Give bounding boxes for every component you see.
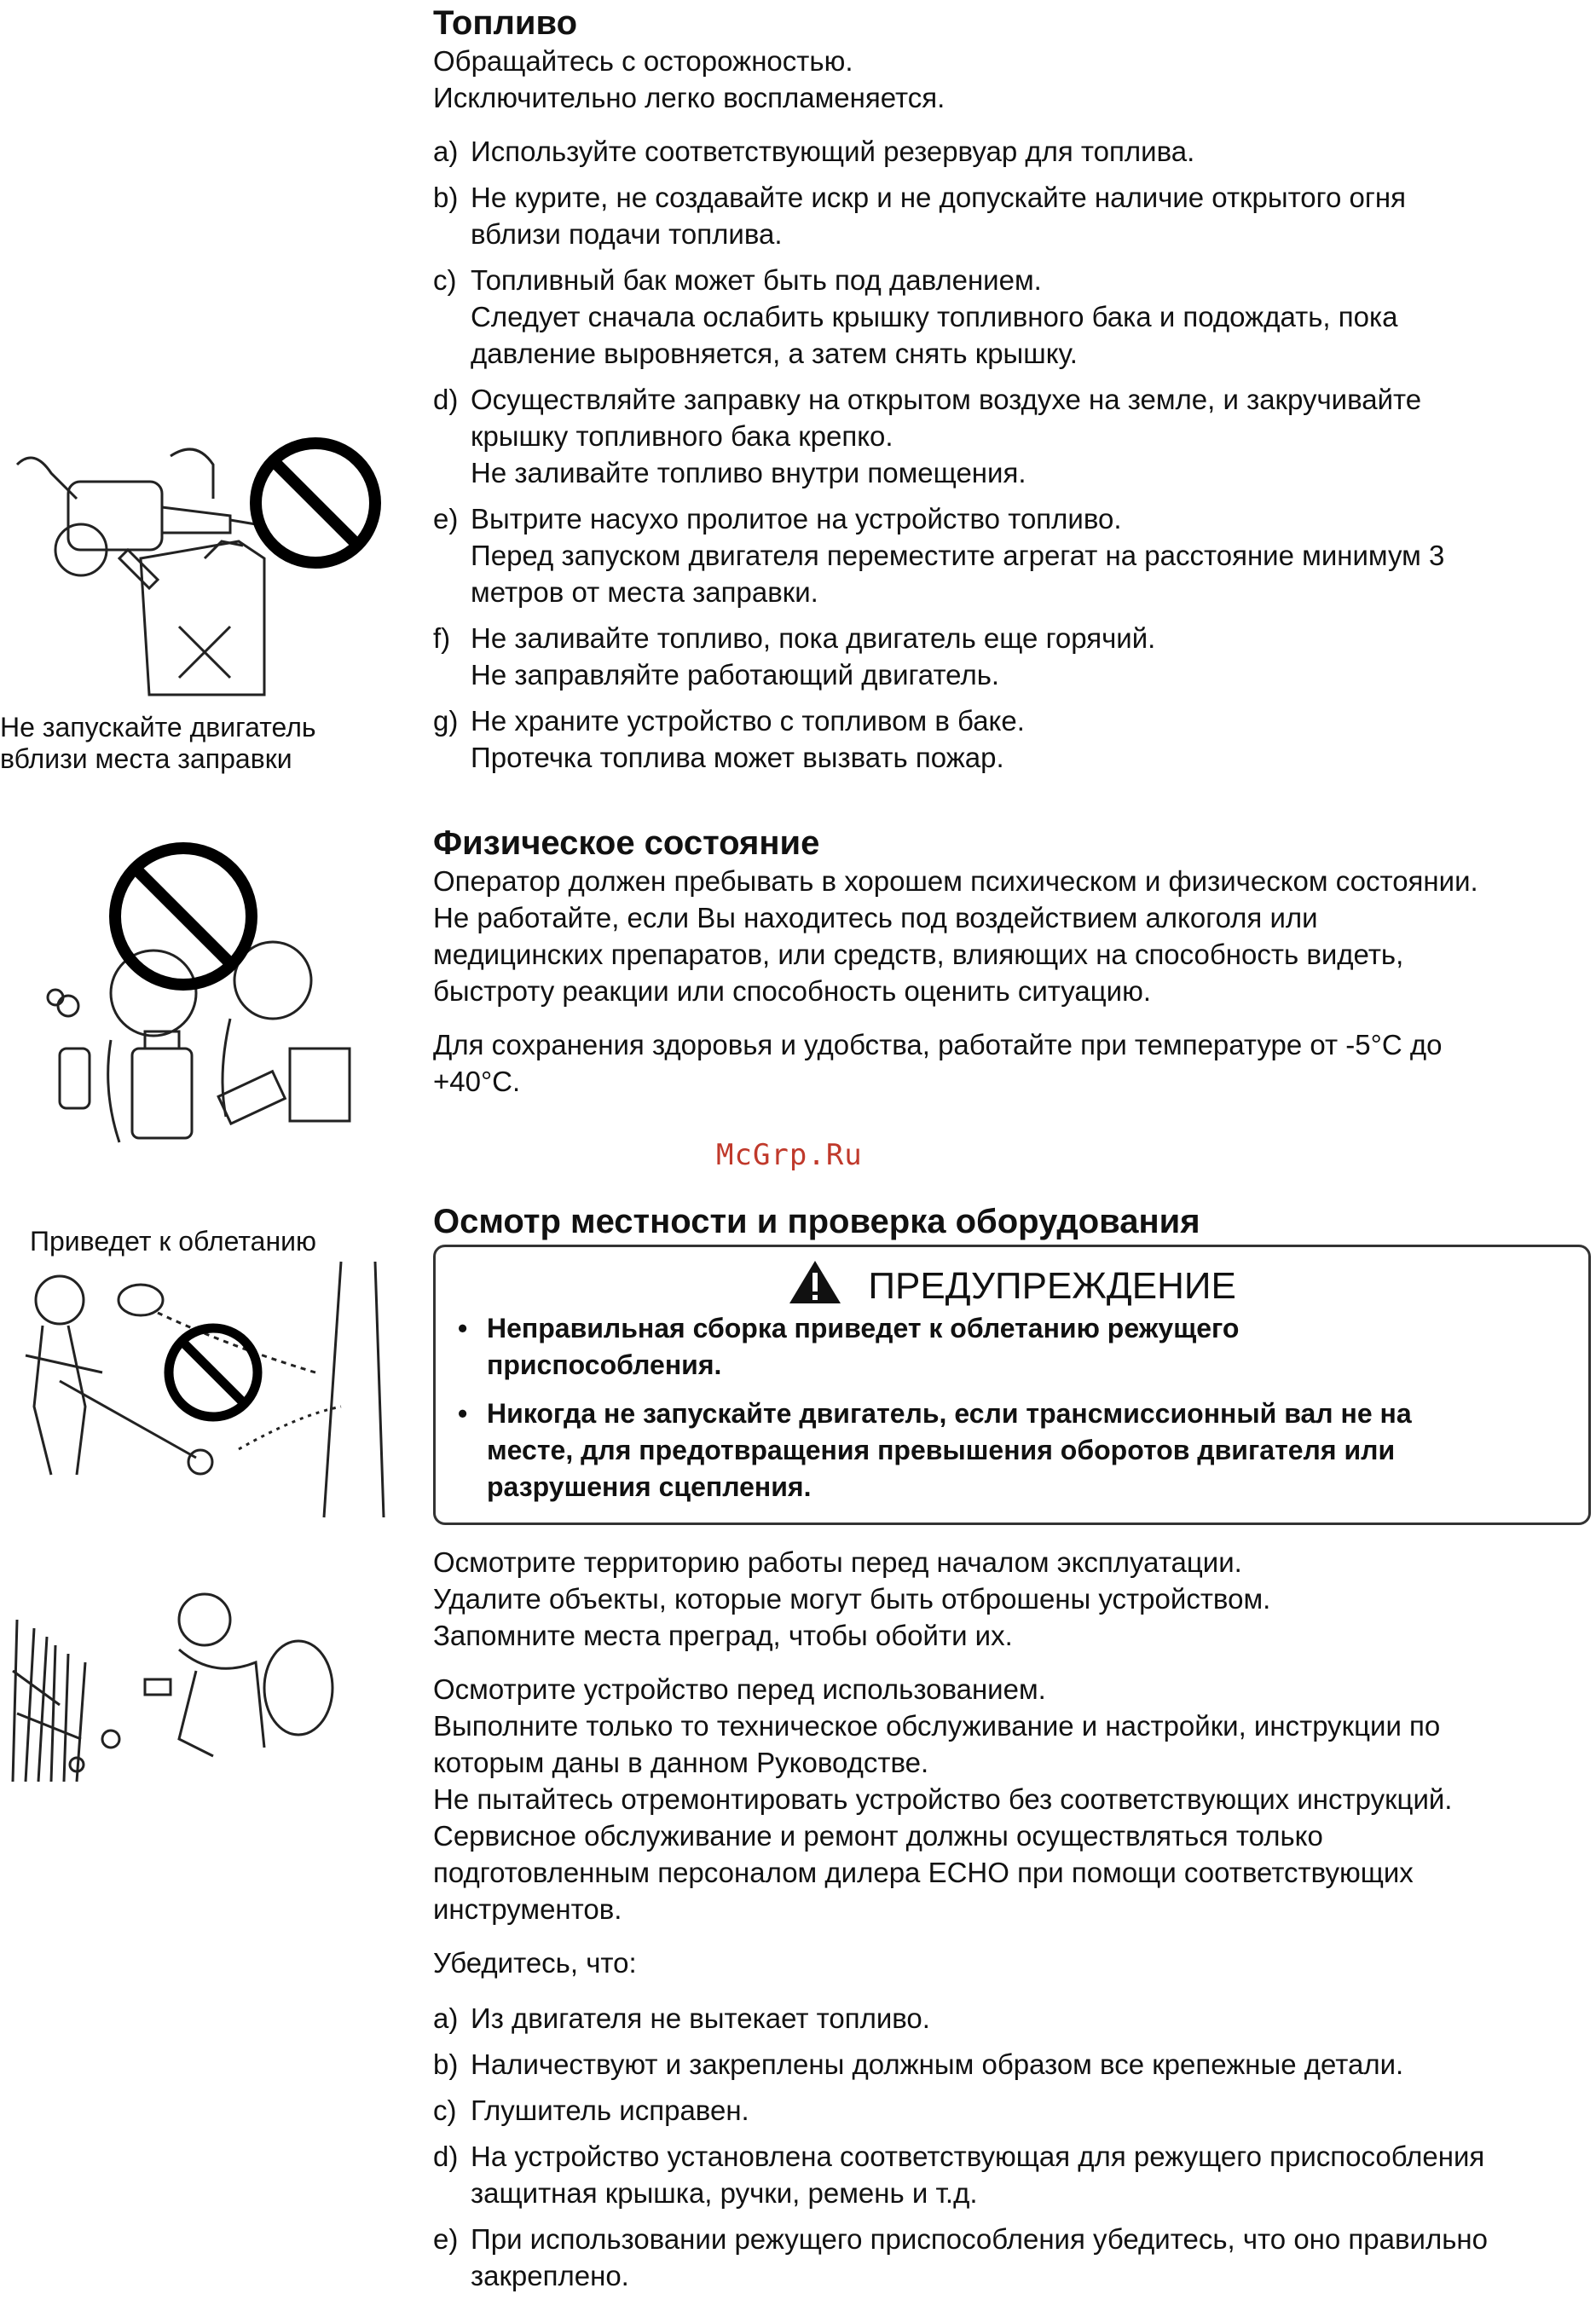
list-item: d) На устройство установлена соответствующая для режущего приспособления защитная крышка, ручки, ремень и т.д.: [433, 2141, 1485, 2209]
flying-blade-illustration: [9, 1262, 392, 1517]
fuel-list: [433, 133, 1576, 776]
clearing-debris-drawing: [9, 1569, 392, 1790]
impaired-operator-drawing: [26, 835, 392, 1142]
inspection-paragraph-1: Осмотрите территорию работы перед началом эксплуатации. Удалите объекты, которые могут быть отброшены устройством. Запомните места преград, чтобы обойти их.: [433, 1546, 1271, 1651]
ensure-list: [433, 2000, 1593, 2294]
list-item: f) Не заливайте топливо, пока двигатель еще горячий. Не заправляйте работающий двигатель.: [433, 622, 1156, 690]
trimmer-operator-drawing: [9, 1262, 392, 1517]
list-item: e) При использовании режущего приспособления убедитесь, что оно правильно закреплено.: [433, 2223, 1488, 2291]
fuel-title: Топливо: [433, 4, 578, 42]
list-item: b) Не курите, не создавайте искр и не допускайте наличие открытого огня вблизи подачи топлива.: [433, 182, 1406, 250]
ensure-intro: Убедитесь, что:: [433, 1947, 637, 1979]
physical-paragraph-1: Оператор должен пребывать в хорошем психическом и физическом состоянии. Не работайте, если Вы находитесь под воздействием алкоголя или медицинских препаратов, или средств, влияющих на способность видеть, быстроту реакции или способность оценить ситуацию.: [433, 865, 1478, 1007]
list-item: c) Топливный бак может быть под давлением. Следует сначала ослабить крышку топливного бака и подождать, пока давление выровняется, а затем снять крышку.: [433, 264, 1398, 369]
fuel-section: [433, 3, 1576, 785]
warning-header: [436, 1259, 1588, 1310]
list-item: b) Наличествуют и закреплены должным образом все крепежные детали.: [433, 2048, 1404, 2080]
prohibition-icon: [256, 443, 375, 563]
list-item: a) Из двигателя не вытекает топливо.: [433, 2002, 930, 2034]
clearing-illustration: [9, 1569, 392, 1790]
warning-heading-text: ПРЕДУПРЕЖДЕНИЕ: [868, 1265, 1236, 1307]
list-item: e) Вытрите насухо пролитое на устройство топливо. Перед запуском двигателя переместите агрегат на расстояние минимум 3 метров от места заправки.: [433, 503, 1445, 608]
fuel-illustration: [0, 430, 392, 703]
inspection-paragraph-2: Осмотрите устройство перед использованием. Выполните только то техническое обслуживание и настройки, инструкции по которым даны в данном Руководстве. Не пытайтесь отремонтировать устройство без соответствующих инструкций. Сервисное обслуживание и ремонт должны осуществляться только подготовленным персоналом дилера ECHO при помощи соответствующих инструментов.: [433, 1673, 1453, 1925]
physical-section: [433, 823, 1584, 1100]
list-item: d) Осуществляйте заправку на открытом воздухе на земле, и закручивайте крышку топливного бака крепко. Не заливайте топливо внутри помещения.: [433, 384, 1422, 488]
warning-triangle-icon: [788, 1259, 842, 1305]
fuel-intro: Обращайтесь с осторожностью. Исключительно легко воспламеняется.: [433, 45, 945, 113]
prohibition-icon: [169, 1328, 257, 1417]
warning-box: [433, 1245, 1591, 1525]
list-item: c) Глушитель исправен.: [433, 2095, 749, 2126]
refueling-drawing: [0, 430, 392, 703]
inspection-illustration-caption: Приведет к облетанию: [30, 1226, 316, 1257]
warning-item: • Неправильная сборка приведет к облетанию режущего приспособления.: [458, 1313, 1240, 1380]
fuel-illustration-caption: Не запускайте двигатель вблизи места заправки: [0, 712, 316, 774]
warning-item: • Никогда не запускайте двигатель, если трансмиссионный вал не на месте, для предотвращения превышения оборотов двигателя или разрушения сцепления.: [458, 1398, 1412, 1502]
list-item: g) Не храните устройство с топливом в баке. Протечка топлива может вызвать пожар.: [433, 705, 1025, 773]
watermark: McGrp.Ru: [716, 1138, 863, 1172]
list-item: a) Используйте соответствующий резервуар для топлива.: [433, 136, 1195, 167]
physical-title: Физическое состояние: [433, 824, 820, 862]
inspection-title: Осмотр местности и проверка оборудования: [433, 1203, 1200, 1240]
inspection-section: [433, 1202, 1593, 2303]
physical-illustration: [26, 835, 392, 1142]
physical-paragraph-2: Для сохранения здоровья и удобства, работайте при температуре от -5°C до +40°C.: [433, 1029, 1443, 1097]
